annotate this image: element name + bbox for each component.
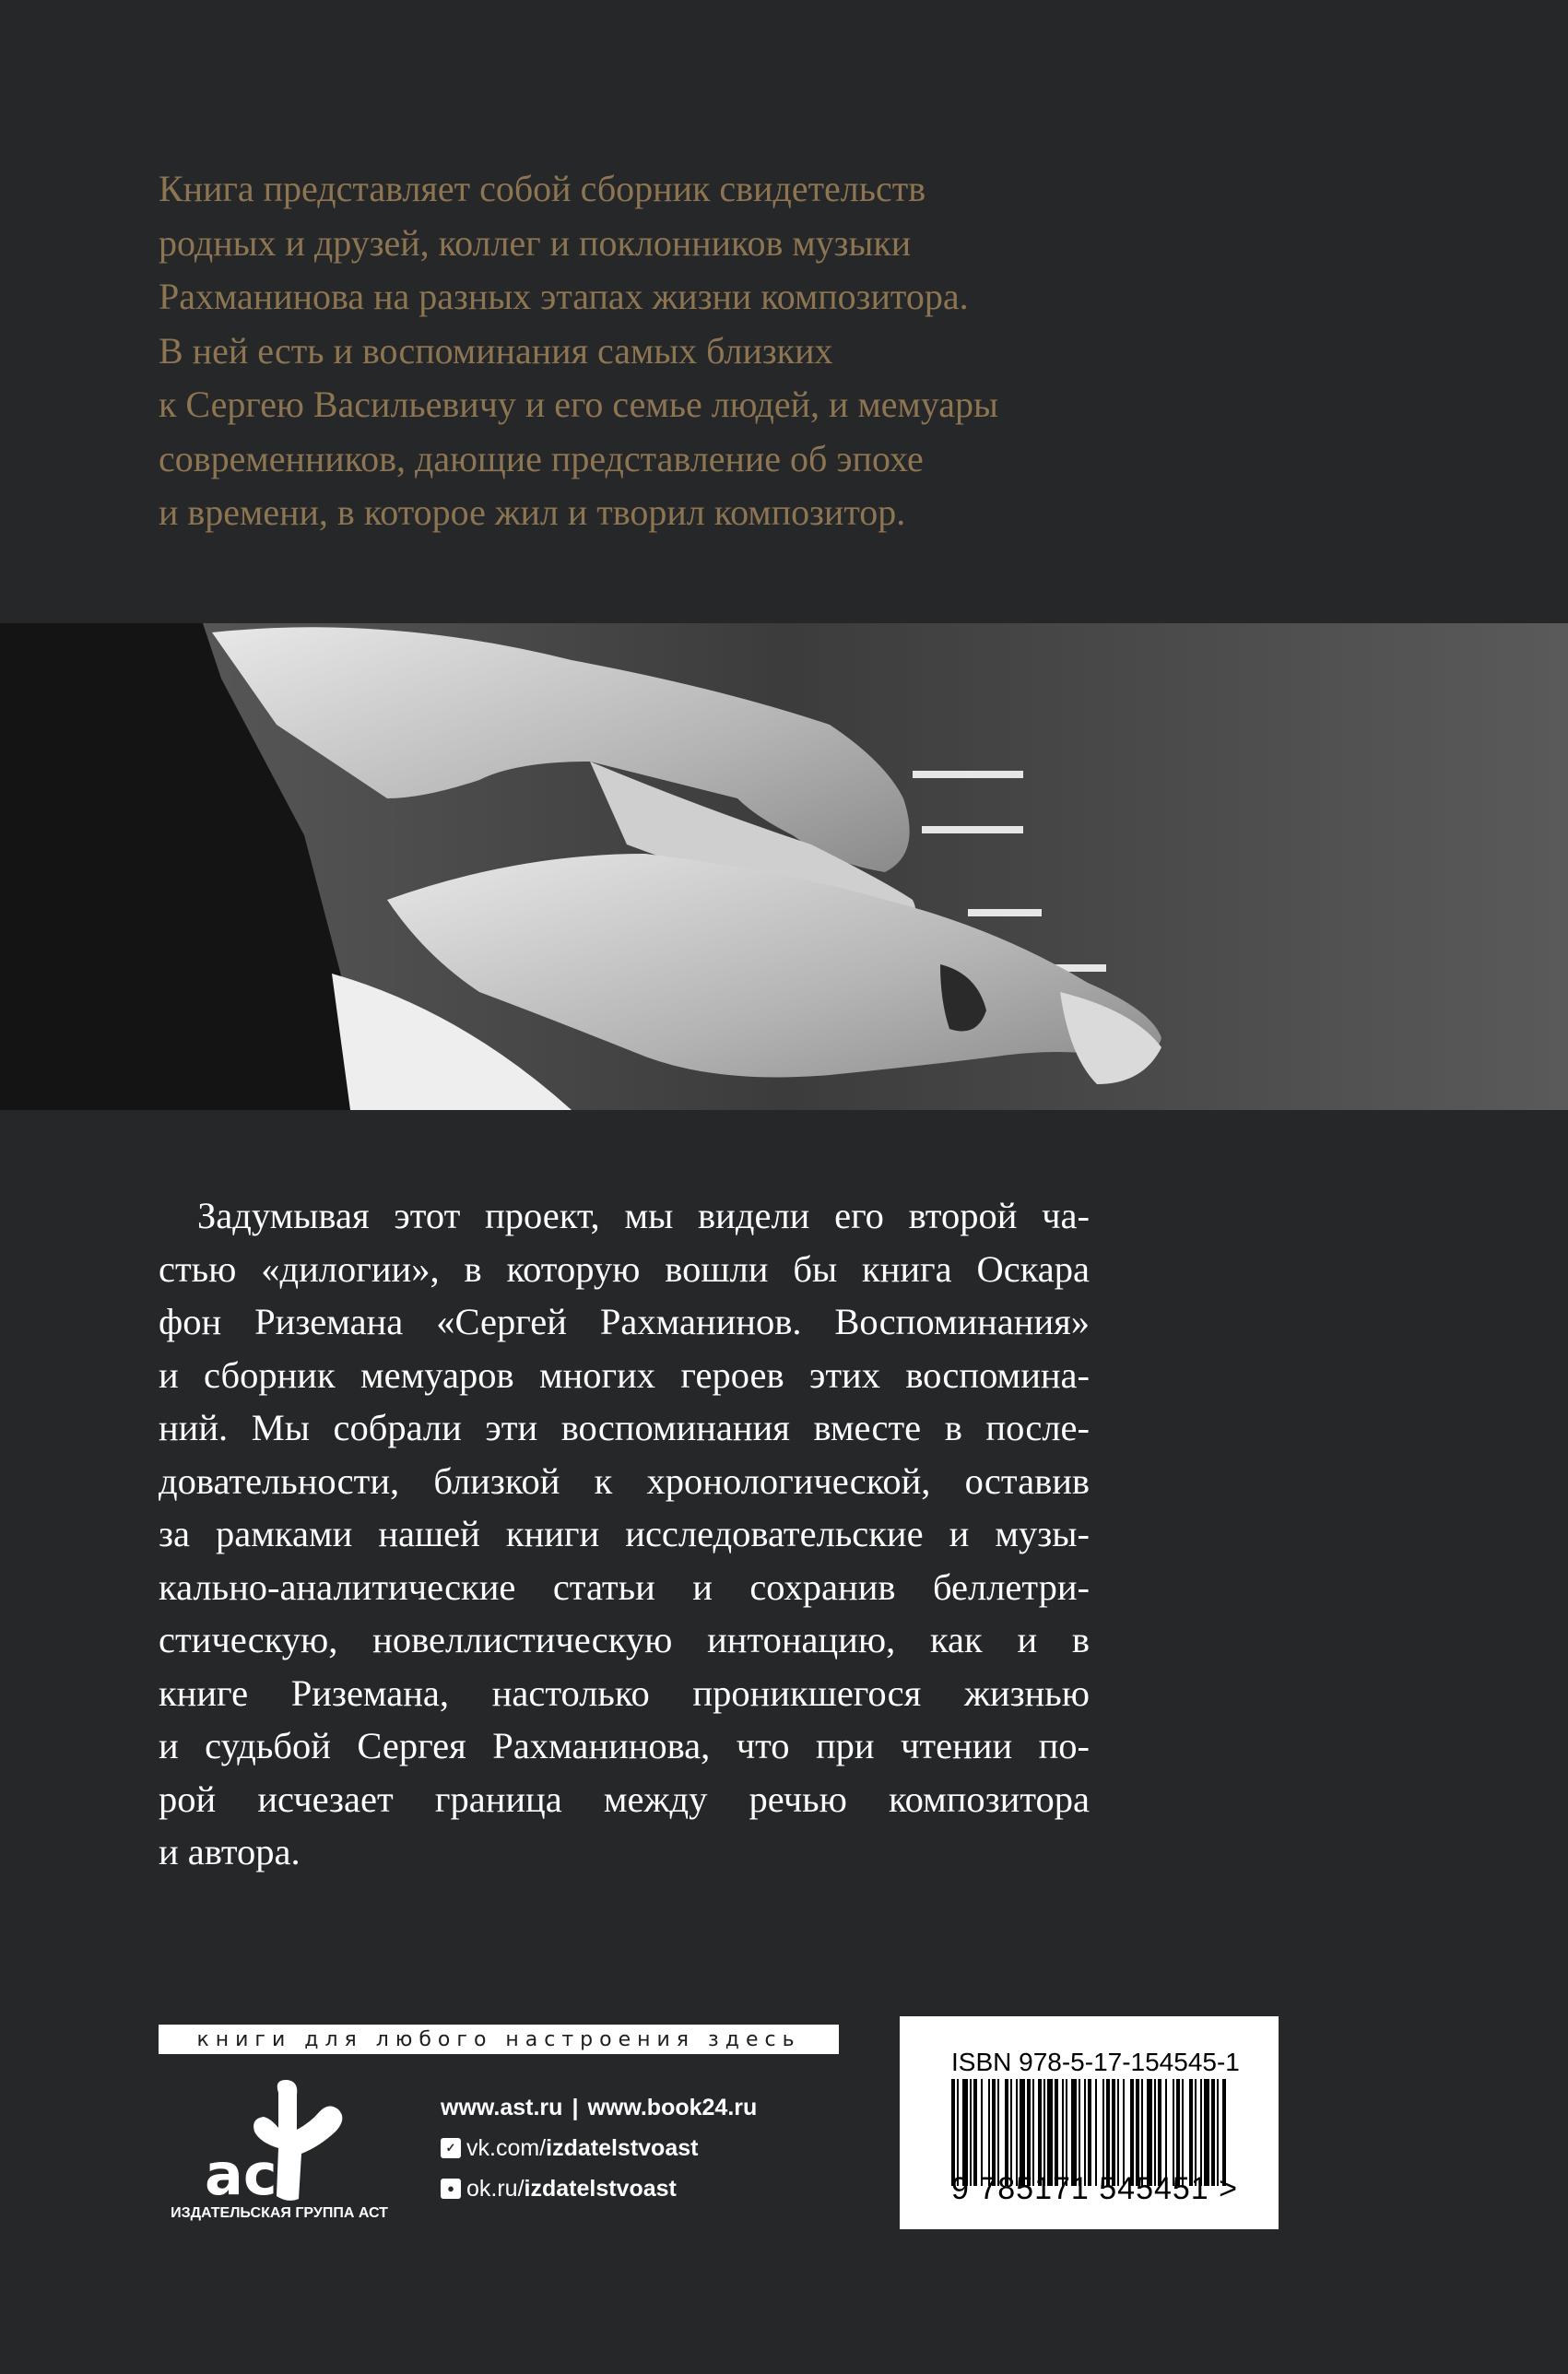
piano-key [922,826,1023,833]
ok-link-prefix: ok.ru/ [466,2176,525,2202]
barcode-bar [1106,2079,1110,2186]
barcode-bar [1176,2079,1180,2186]
link-separator: | [572,2095,579,2120]
barcode-bar [1211,2079,1215,2186]
barcode-bar [1084,2079,1086,2186]
barcode-bar [1047,2079,1053,2186]
body-line: и судьбой Сергея Рахманинова, что при чтении по- [159,1725,1090,1766]
barcode-bar [970,2079,972,2186]
body-text [159,1189,1090,1879]
barcode-bar [988,2079,990,2186]
ast-logo-mark [159,2074,407,2213]
barcode-bar [1016,2079,1018,2186]
barcode-bar [962,2079,968,2186]
barcode-bar [957,2079,959,2186]
barcode-bar [1141,2079,1143,2186]
isbn-box [900,2016,1279,2229]
body-line: и сборник мемуаров многих героев этих воспомина- [159,1353,1090,1396]
blurb-line: Рахманинова на разных этапах жизни композитора. [159,276,969,317]
barcode-bar [1195,2079,1197,2186]
isbn-label: ISBN 978-5-17-154545-1 [951,2048,1240,2076]
blurb [159,162,1117,540]
barcode-bar [1079,2079,1080,2186]
vk-link-handle: izdatelstvoast [546,2135,699,2161]
body-line: и автора. [159,1831,301,1872]
blurb-line: В ней есть и воспоминания самых близких [159,329,833,372]
ok-link-handle: izdatelstvoast [524,2176,677,2202]
piano-key [968,909,1042,916]
barcode-bar [1117,2079,1119,2186]
barcode-bar [1136,2079,1139,2186]
barcode-bar [1066,2079,1067,2186]
barcode-bar [1147,2079,1152,2186]
publisher-links [441,2087,757,2209]
barcode-bar [1189,2079,1193,2186]
piano-key [913,771,1023,778]
blurb-line: родных и друзей, коллег и поклонников музыки [159,221,912,264]
barcode-bar [981,2079,983,2186]
barcode-bar [1055,2079,1058,2186]
body-line: рой исчезает граница между речью композитора [159,1778,1090,1820]
barcode-bar [1182,2079,1184,2186]
tagline-banner: книги для любого настроения здесь [159,2025,839,2054]
vk-row[interactable] [441,2128,757,2168]
body-line: кально-аналитические статьи и сохранив беллетри- [159,1565,1090,1608]
body-line: ний. Мы собрали эти воспоминания вместе в после- [159,1407,1090,1448]
website-row [441,2087,757,2128]
isbn-digits: 9 785171 545451 > [951,2171,1239,2206]
barcode-bar [951,2079,955,2186]
barcode-bar [1204,2079,1209,2186]
barcode-bar [1032,2079,1034,2186]
barcode-bar [997,2079,999,2186]
vk-icon: ✓ [441,2138,461,2158]
barcode-bar [1088,2079,1091,2186]
body-line: довательности, близкой к хронологической, оставив [159,1459,1090,1502]
site-link-ast[interactable]: www.ast.ru [441,2095,563,2120]
barcode-bar [1112,2079,1115,2186]
body-line: за рамками нашей книги исследовательские и музы- [159,1513,1090,1554]
barcode-bar [1200,2079,1202,2186]
body-line: книге Риземана, настолько проникшегося жизнью [159,1671,1090,1714]
barcode-bar [992,2079,996,2186]
barcode-bar [1165,2079,1167,2186]
body-line: фон Риземана «Сергей Рахманинов. Воспоминания» [159,1301,1090,1342]
site-link-book24[interactable]: www.book24.ru [587,2095,758,2120]
barcode-bar [1027,2079,1031,2186]
barcode-bar [1020,2079,1025,2186]
barcode-bar [1222,2079,1226,2186]
ok-icon: ● [441,2179,461,2199]
body-line: стическую, новеллистическую интонацию, как и в [159,1619,1090,1660]
barcode-bar [1158,2079,1161,2186]
barcode-bar [1010,2079,1012,2186]
pianist-hands-photo [0,623,1568,1110]
blurb-line: и времени, в которое жил и творил композитор. [159,491,906,533]
barcode-bar [1038,2079,1042,2186]
barcode-bar [1095,2079,1097,2186]
barcode-bar [973,2079,977,2186]
pianist-hands-illustration [0,623,1568,1110]
body-line: Задумывая этот проект, мы видели его второй ча- [197,1195,1090,1236]
barcode-bar [1102,2079,1104,2186]
barcode-bar [1123,2079,1125,2186]
blurb-line: современников, дающие представление об эпохе [159,437,924,479]
body-line: стью «дилогии», в которую вошли бы книга Оскара [159,1247,1090,1290]
vk-link-prefix: vk.com/ [466,2135,547,2161]
barcode-bar [1154,2079,1156,2186]
ast-logo-letters: ac [205,2141,277,2208]
barcode [951,2079,1228,2186]
blurb-line: Книга представляет собой сборник свидетельств [159,168,926,209]
barcode-bar [1043,2079,1045,2186]
publisher-caption: ИЗДАТЕЛЬСКАЯ ГРУППА АСТ [171,2205,388,2221]
barcode-bar [1071,2079,1077,2186]
barcode-bar [1130,2079,1134,2186]
barcode-bar [1005,2079,1008,2186]
blurb-line: к Сергею Васильевичу и его семье людей, и мемуары [159,384,998,425]
ok-row[interactable] [441,2168,757,2209]
barcode-bar [1173,2079,1174,2186]
barcode-bar [1217,2079,1219,2186]
barcode-bar [1062,2079,1064,2186]
